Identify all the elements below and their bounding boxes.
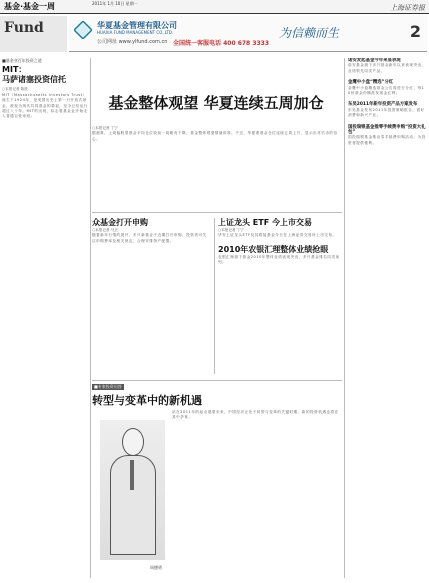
left-byline: ○本报记者 陈波 [2,87,28,92]
page-header [0,0,429,14]
author-photo-head [122,428,144,456]
divider [344,58,345,578]
left-headline: MIT： 马萨诸塞投资信托 [2,65,66,85]
right-body-2: 金鹰中小盘精选基金公告将进行分红，每10份基金份额派发现金红利。 [348,85,425,96]
company-logo-icon [73,20,93,40]
right-column [348,58,426,578]
left-body: MIT（Massachusetts Investors Trust）诞生于1924年，是美国历史上第一只开放式基金，被视为现代共同基金的鼻祖，至今已经运行超过八十年。MIT的出现，标志着基金业开始走入普通百姓家庭。 [2,92,88,119]
right-body-1: 诺安基金旗下多只基金新年以来表现突出，业绩领先同类产品。 [348,63,426,73]
main-body: 据测算，上周偏股型基金平均仓位较前一周略有下降，基金整体观望情绪浓厚。不过，华夏系基金仓位连续五周上升，显示出对后市的信心。 [92,131,338,141]
left-kicker: ■基金业百年投资之道 [2,58,42,63]
fund-label: Fund [4,20,44,36]
company-hotline: 全国统一客服电话 400 678 3333 [173,40,270,47]
main-byline: ○本报记者 丁宁 [92,126,118,130]
mid-right-headline-1: 上证龙头 ETF 今上市交易 [218,218,312,227]
company-name-en: HUAXIA FUND MANAGEMENT CO.,LTD. [97,30,174,35]
mid-left-byline: ○本报记者 马正 [92,228,118,232]
bottom-body: 站在2011年的起点展望未来，中国经济正处于转型与变革的关键时期，新的投资机遇也将在其中孕育。 [172,410,339,420]
mid-right-body-1: 华安上证龙头ETF及其联接基金今日在上海证券交易所上市交易。 [218,233,337,238]
newspaper-brand: 上海证券报 [390,4,425,12]
main-article [92,126,342,206]
right-body-4: 国投瑞银基金推出零手续费申购活动，为投资者提供便利。 [348,135,426,145]
section-tag: ■专家投资问答 [94,384,122,389]
mid-left-headline: 众基金打开申购 [92,218,148,227]
mid-right-body-2: 农银汇理旗下基金2010年整体业绩表现突出，多只基金排名同类前列。 [218,254,340,265]
header-info [92,1,292,7]
section-title: 基金·基金一周 [4,2,56,11]
author-photo-tie [130,460,134,490]
company-website: 公司网址 www.ylfund.com.cn [97,39,168,45]
divider [214,218,215,374]
mid-right-article [218,218,342,374]
mid-left-article [92,218,210,374]
company-name: 华夏基金管理有限公司 [97,21,177,30]
slogan: 为信赖而生 [279,26,340,40]
divider [92,212,342,213]
bottom-article [172,410,342,578]
main-headline: 基金整体观望 华夏连续五周加仓 [108,94,324,112]
mid-left-body: 随着新年行情的展开，多只新基金于近期打开申购，投资者可关注申购费率及相关规定，合理安排资产配置。 [92,233,207,243]
bottom-headline: 转型与变革中的新机遇 [92,394,202,407]
divider [92,380,342,381]
right-body-3: 东吴基金发布2011年投资策略报告，看好消费和新兴产业。 [348,107,425,118]
header-date: 2011年 1月 10日 星期一 [92,1,138,6]
page-number: 2 [409,22,421,41]
right-headline-3: 东吴2011年新年投资产品方案发布 [348,102,418,108]
right-headline-2: 金鹰中小盘“精选”分红 [348,80,394,86]
left-article [2,58,88,578]
photo-caption: 周德勇 [150,565,162,570]
ad-banner [69,16,427,52]
mid-right-headline-2: 2010年农银汇理整体业绩抢眼 [218,244,329,254]
divider [90,58,91,578]
mid-right-byline-1: ○本报记者 丁宁 [218,228,244,232]
fund-box [0,16,67,52]
right-headline-1: 诺安发起基金今年来显表现 [348,58,401,63]
right-headline-4: 国投瑞银基金推零手续费申购“投资大礼包” [348,124,426,136]
